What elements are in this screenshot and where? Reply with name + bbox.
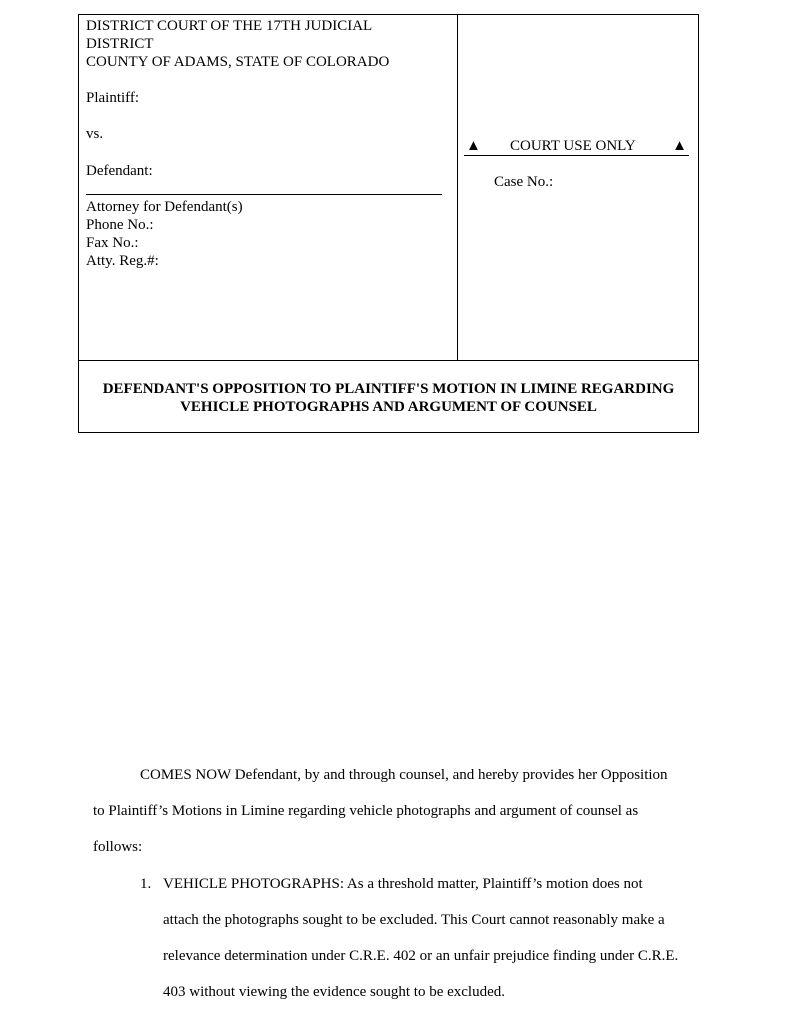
caption-divider bbox=[86, 194, 442, 195]
triangle-up-icon: ▲ bbox=[466, 138, 481, 154]
court-county-line: COUNTY OF ADAMS, STATE OF COLORADO bbox=[86, 54, 390, 70]
attorney-label: Attorney for Defendant(s) bbox=[86, 199, 243, 215]
list-item-number: 1. bbox=[140, 876, 152, 892]
document-title-line1: DEFENDANT'S OPPOSITION TO PLAINTIFF'S MOTION IN LIMINE REGARDING bbox=[102, 381, 675, 397]
caption-table bbox=[78, 14, 699, 433]
list-item-line1: VEHICLE PHOTOGRAPHS: As a threshold matter, Plaintiff’s motion does not bbox=[163, 876, 643, 892]
court-use-cell bbox=[458, 15, 698, 360]
atty-reg-label: Atty. Reg.#: bbox=[86, 253, 159, 269]
intro-paragraph-line3: follows: bbox=[93, 839, 143, 855]
court-name-line1: DISTRICT COURT OF THE 17TH JUDICIAL bbox=[86, 18, 373, 34]
document-title bbox=[79, 380, 698, 416]
court-use-only-banner bbox=[464, 137, 689, 156]
court-name-line2: DISTRICT bbox=[86, 36, 154, 52]
party-info-cell bbox=[79, 15, 458, 360]
fax-label: Fax No.: bbox=[86, 235, 139, 251]
intro-paragraph-line2: to Plaintiff’s Motions in Limine regarding vehicle photographs and argument of counsel as bbox=[93, 803, 639, 819]
triangle-up-icon: ▲ bbox=[672, 138, 687, 154]
case-number-label: Case No.: bbox=[494, 174, 554, 190]
plaintiff-label: Plaintiff: bbox=[86, 90, 140, 106]
court-use-only-label: COURT USE ONLY bbox=[510, 138, 636, 154]
list-item-line4: 403 without viewing the evidence sought to be excluded. bbox=[163, 984, 506, 1000]
document-title-line2: VEHICLE PHOTOGRAPHS AND ARGUMENT OF COUNSEL bbox=[180, 399, 597, 415]
document-title-cell bbox=[79, 360, 698, 432]
list-item-line3: relevance determination under C.R.E. 402 or an unfair prejudice finding under C.R.E. bbox=[163, 948, 679, 964]
intro-paragraph-line1: COMES NOW Defendant, by and through counsel, and hereby provides her Opposition bbox=[140, 767, 668, 783]
defendant-label: Defendant: bbox=[86, 163, 153, 179]
list-item-line2: attach the photographs sought to be excluded. This Court cannot reasonably make a bbox=[163, 912, 665, 928]
phone-label: Phone No.: bbox=[86, 217, 154, 233]
vs-label: vs. bbox=[86, 126, 104, 142]
